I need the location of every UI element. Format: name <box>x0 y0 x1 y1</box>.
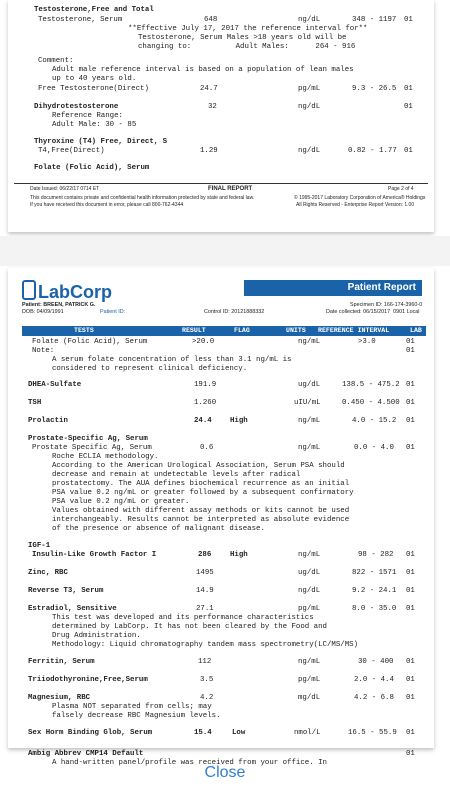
report-line: 01 <box>404 85 413 93</box>
report-line: Estradiol, Sensitive <box>28 605 117 613</box>
report-line: TSH <box>28 399 42 407</box>
col-reference: REFERENCE INTERVAL <box>318 327 390 334</box>
report-line: 3.5 <box>200 676 214 684</box>
report-line: up to 40 years old. <box>52 75 137 83</box>
report-line: Prolactin <box>28 417 68 425</box>
report-line: considered to represent clinical deficiency. <box>52 365 248 373</box>
report-line: changing to: Adult Males: 264 - 916 <box>138 43 356 51</box>
report-line: nmol/L <box>294 729 321 737</box>
report-line: 01 <box>406 676 415 684</box>
patient-report-banner: Patient Report <box>244 280 422 296</box>
report-line: Plasma NOT separated from cells; may <box>52 703 212 711</box>
report-line: 98 - 282 <box>358 551 394 559</box>
report-line: Triiodothyronine,Free,Serum <box>28 676 148 684</box>
report-line: ng/mL <box>298 417 321 425</box>
report-line: 01 <box>406 399 415 407</box>
report-line: A serum folate concentration of less than 3.1 ng/mL is <box>52 356 292 364</box>
report-line: 27.1 <box>196 605 214 613</box>
report-line: Adult Male: 30 - 85 <box>52 121 137 129</box>
report-line: Folate (Folic Acid), Serum <box>34 164 150 172</box>
report-line: Note: <box>32 347 55 355</box>
report-line: ng/mL <box>298 551 321 559</box>
report-line: ng/mL <box>298 658 321 666</box>
report-line: T4,Free(Direct) <box>38 147 105 155</box>
report-line: pg/mL <box>298 85 321 93</box>
footer-divider <box>14 183 428 184</box>
report-line: prostatectomy. The AUA defines biochemical recurrence as an initial <box>52 480 350 488</box>
date-issued: Date Issued: 06/22/17 0714 ET <box>30 186 100 192</box>
report-line: According to the American Urological Association, Serum PSA should <box>52 462 345 470</box>
report-line: 1.260 <box>194 399 217 407</box>
report-line: 4.2 <box>200 694 214 702</box>
report-line: 348 - 1197 <box>352 16 397 24</box>
report-line: Ambig Abbrev CMP14 Default <box>28 750 144 758</box>
report-line: 01 <box>406 417 415 425</box>
report-line: >20.0 <box>192 338 215 346</box>
report-line: 30 - 400 <box>358 658 394 666</box>
report-line: 01 <box>406 551 415 559</box>
report-line: 01 <box>406 750 415 758</box>
report-line: pg/mL <box>298 605 321 613</box>
report-line: Sex Horm Binding Glob, Serum <box>28 729 153 737</box>
report-line: Thyroxine (T4) Free, Direct, S <box>34 138 168 146</box>
page-number: Page 2 of 4 <box>388 186 414 192</box>
report-line: Testosterone,Free and Total <box>34 6 154 14</box>
report-line: Prostate Specific Ag, Serum <box>32 444 152 452</box>
report-line: 32 <box>208 103 217 111</box>
report-line: 4.0 - 15.2 <box>352 417 397 425</box>
labcorp-logo <box>22 280 112 303</box>
report-line: 8.0 - 35.0 <box>352 605 397 613</box>
report-line: 01 <box>406 658 415 666</box>
report-line: ug/dL <box>298 569 321 577</box>
report-line: PSA value 0.2 ng/mL or greater. <box>52 498 190 506</box>
report-line: 01 <box>406 347 415 355</box>
report-line: mg/dL <box>298 694 321 702</box>
report-line: ng/dL <box>298 147 321 155</box>
report-line: Ferritin, Serum <box>28 658 95 666</box>
report-line: 01 <box>406 444 415 452</box>
report-line: Prostate-Specific Ag, Serum <box>28 435 148 443</box>
report-line: ng/dL <box>298 16 321 24</box>
report-line: determined by LabCorp. It has not been cleared by the Food and <box>52 623 327 631</box>
report-line: 01 <box>406 569 415 577</box>
report-line: Magnesium, RBC <box>28 694 91 702</box>
report-line: 01 <box>406 694 415 702</box>
report-line: ng/dL <box>298 587 321 595</box>
report-line: decrease and remain at undetectable levels after radical <box>52 471 301 479</box>
copyright: © 1995-2017 Laboratory Corporation of America® Holdings <box>294 195 426 201</box>
rights: All Rights Reserved - Enterprise Report Version: 1.00 <box>296 202 415 208</box>
report-line: Testosterone, Serum Males >18 years old will be <box>138 34 347 42</box>
col-flag: FLAG <box>234 327 250 334</box>
report-line: 9.2 - 24.1 <box>352 587 397 595</box>
report-line: A hand-written panel/profile was received from your office. In <box>52 759 327 767</box>
report-line: Drug Administration. <box>52 632 141 640</box>
report-line: High <box>230 417 248 425</box>
report-line: 14.9 <box>196 587 214 595</box>
page-gap <box>0 236 450 266</box>
report-page-1 <box>8 0 434 232</box>
report-line: Reverse T3, Serum <box>28 587 104 595</box>
report-line: 1.29 <box>200 147 218 155</box>
error-note: If you have received this document in error, please call 800-762-4344 <box>30 202 184 208</box>
confidential-note: This document contains private and confidential health information protected by state and federal law. <box>30 195 255 201</box>
report-line: Dihydrotestosterone <box>34 103 119 111</box>
col-units: UNITS <box>286 327 306 334</box>
report-line: Reference Range: <box>52 112 123 120</box>
report-line: interchangeably. Results cannot be interpreted as absolute evidence <box>52 516 350 524</box>
report-line: falsely decrease RBC Magnesium levels. <box>52 712 221 720</box>
report-line: This test was developed and its performance characteristics <box>52 614 314 622</box>
labcorp-logo-icon <box>22 280 36 300</box>
patient-id: Patient ID: <box>100 309 126 315</box>
report-line: 648 <box>204 16 218 24</box>
report-line: Roche ECLIA methodology. <box>52 453 159 461</box>
col-lab: LAB <box>410 327 422 334</box>
report-page-2 <box>8 268 434 748</box>
report-line: Testosterone, Serum <box>38 16 123 24</box>
report-line: 0.82 - 1.77 <box>348 147 397 155</box>
report-line: 01 <box>406 729 415 737</box>
report-line: 191.9 <box>194 381 217 389</box>
report-line: DHEA-Sulfate <box>28 381 82 389</box>
report-line: 01 <box>404 147 413 155</box>
final-report-label: FINAL REPORT <box>208 186 253 192</box>
report-line: Comment: <box>38 57 74 65</box>
report-line: 01 <box>404 16 413 24</box>
report-line: PSA value 0.2 ng/mL or greater followed by a subsequent confirmatory <box>52 489 354 497</box>
report-line: ng/mL <box>298 444 321 452</box>
report-line: of the presence or absence of malignant disease. <box>52 525 265 533</box>
report-line: 24.4 <box>194 417 212 425</box>
report-line: 138.5 - 475.2 <box>342 381 400 389</box>
col-result: RESULT <box>182 327 206 334</box>
control-id: Control ID: 20121888332 <box>204 309 265 315</box>
results-column-header <box>22 326 426 336</box>
report-line: uIU/mL <box>294 399 321 407</box>
report-line: pg/mL <box>298 676 321 684</box>
patient-name: Patient: BREEN, PATRICK G. <box>22 302 96 308</box>
report-line: ng/dL <box>298 103 321 111</box>
report-line: Folate (Folic Acid), Serum <box>32 338 148 346</box>
col-tests: TESTS <box>74 327 94 334</box>
report-line: ug/dL <box>298 381 321 389</box>
report-line: Zinc, RBC <box>28 569 68 577</box>
report-line: Low <box>232 729 246 737</box>
patient-dob: DOB: 04/09/1991 <box>22 309 64 315</box>
report-line: 24.7 <box>200 85 218 93</box>
specimen-id: Specimen ID: 166-174-3960-0 <box>350 302 423 308</box>
report-line: High <box>230 551 248 559</box>
date-collected: Date collected: 06/15/2017 0901 Local <box>326 309 420 315</box>
report-line: 9.3 - 26.5 <box>352 85 397 93</box>
report-line: 2.0 - 4.4 <box>354 676 394 684</box>
report-line: Free Testosterone(Direct) <box>38 85 149 93</box>
report-line: Methodology: Liquid chromatography tandem mass spectrometry(LC/MS/MS) <box>52 641 359 649</box>
report-line: 01 <box>404 103 413 111</box>
report-line: 01 <box>406 605 415 613</box>
report-line: Values obtained with different assay methods or kits cannot be used <box>52 507 350 515</box>
report-line: 4.2 - 6.8 <box>354 694 394 702</box>
report-line: Insulin-Like Growth Factor I <box>32 551 157 559</box>
report-line: 0.0 - 4.0 <box>354 444 394 452</box>
report-line: 15.4 <box>194 729 212 737</box>
report-line: 0.450 - 4.500 <box>342 399 400 407</box>
logo-text: LabCorp <box>38 282 112 302</box>
report-line: 16.5 - 55.9 <box>348 729 397 737</box>
report-line: Adult male reference interval is based on a population of lean males <box>52 66 354 74</box>
report-line: IGF-1 <box>28 542 51 550</box>
report-line: **Effective July 17, 2017 the reference interval for** <box>128 25 368 33</box>
report-line: 01 <box>406 381 415 389</box>
report-line: 01 <box>406 338 415 346</box>
report-line: 1495 <box>196 569 214 577</box>
report-line: >3.0 <box>358 338 376 346</box>
report-line: ng/mL <box>298 338 321 346</box>
close-button[interactable]: Close <box>204 764 246 781</box>
report-line: 822 - 1571 <box>352 569 397 577</box>
report-line: 01 <box>406 587 415 595</box>
report-line: 286 <box>198 551 212 559</box>
report-line: 112 <box>198 658 212 666</box>
report-line: 0.6 <box>200 444 214 452</box>
